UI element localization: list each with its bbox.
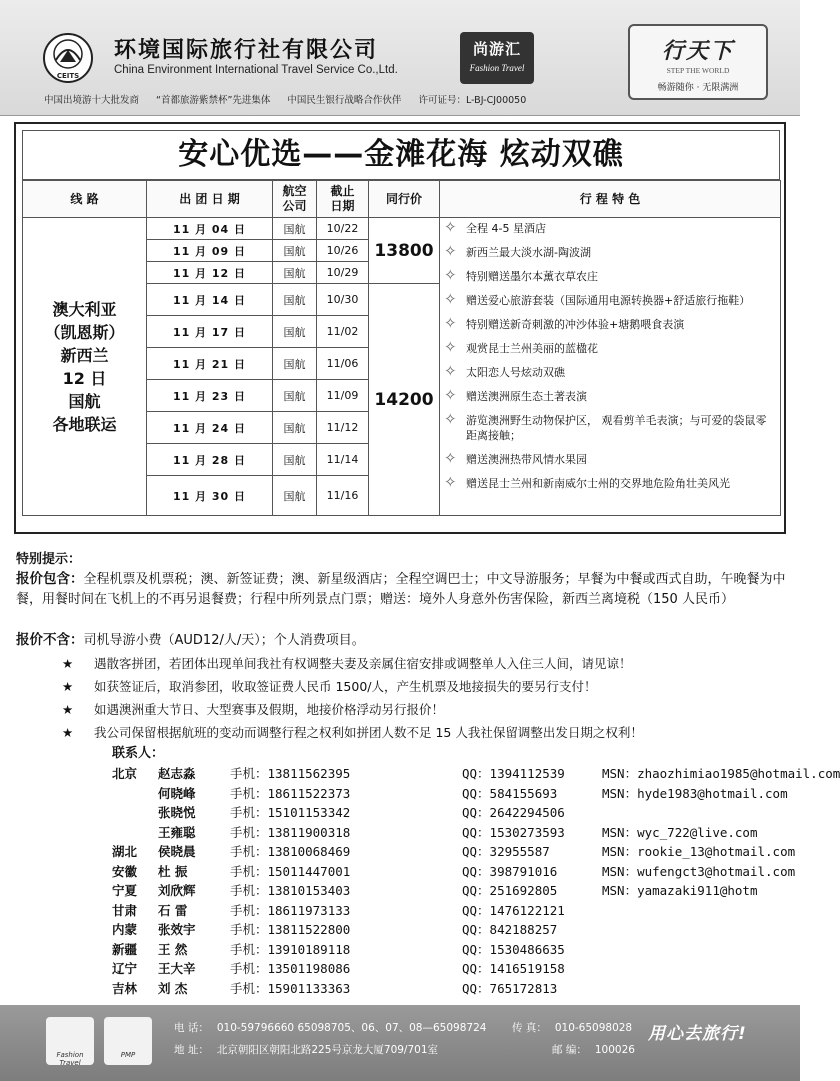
price-excluded <box>16 630 365 651</box>
deadline-cell: 10/29 <box>317 262 369 284</box>
tel-label: 电 话： <box>174 1022 209 1034</box>
footer-slogan: 用心去旅行! <box>648 1024 747 1044</box>
contact-msn: MSN：hyde1983@hotmail.com <box>602 785 788 801</box>
departure-date: 11 月 09 日 <box>147 240 273 262</box>
fax-label: 传 真： <box>512 1022 547 1034</box>
contacts-section <box>112 744 840 998</box>
fashion-travel-footer-logo <box>46 1017 94 1065</box>
contact-row <box>112 979 840 999</box>
contact-qq: QQ：584155693 <box>462 785 558 801</box>
contact-phone: 手机：18611973133 <box>230 902 351 918</box>
departure-date: 11 月 24 日 <box>147 412 273 444</box>
feature-item <box>444 386 776 404</box>
contact-row <box>112 842 840 862</box>
contact-row <box>112 784 840 804</box>
sparkle-star-icon: ✧ <box>444 362 457 380</box>
feature-text: 游览澳洲野生动物保护区， 观看剪羊毛表演；与可爱的袋鼠零距离接触； <box>466 414 767 442</box>
right-logo-slogan: 畅游随你 · 无限满洲 <box>657 83 739 93</box>
included-label: 报价包含： <box>16 571 84 587</box>
feature-text: 新西兰最大淡水湖-陶波湖 <box>466 246 591 259</box>
contacts-title: 联系人： <box>112 746 165 761</box>
deadline-cell: 11/14 <box>317 444 369 476</box>
feature-item <box>444 242 776 260</box>
star-bullet-icon: ★ <box>62 725 74 740</box>
contact-row <box>112 881 840 901</box>
departure-date: 11 月 14 日 <box>147 284 273 316</box>
sparkle-star-icon: ✧ <box>444 473 457 491</box>
contact-phone: 手机：15011447001 <box>230 863 351 879</box>
contact-region: 湖北 <box>112 844 138 859</box>
contact-phone: 手机：13811522800 <box>230 922 351 937</box>
footer-zipcode <box>552 1042 635 1057</box>
contact-name: 王 然 <box>158 941 188 957</box>
fashion-logo-en: Fashion Travel <box>469 63 525 73</box>
contact-phone: 手机：15901133363 <box>230 980 351 996</box>
feature-item <box>444 449 776 467</box>
contact-name: 杜 振 <box>158 863 188 879</box>
airline-cell: 国航 <box>273 240 317 262</box>
contact-msn: MSN：zhaozhimiao1985@hotmail.com <box>602 766 840 781</box>
feature-item <box>444 362 776 380</box>
star-bullet-icon: ★ <box>62 656 74 671</box>
deadline-cell: 10/30 <box>317 284 369 316</box>
fax-value: 010-65098028 <box>554 1022 633 1034</box>
contact-phone: 手机：15101153342 <box>230 805 351 820</box>
contact-region: 宁夏 <box>112 883 138 898</box>
table-row <box>23 218 781 240</box>
departure-date: 11 月 28 日 <box>147 444 273 476</box>
contact-qq: QQ：251692805 <box>462 883 558 898</box>
route-line: 12 日 <box>62 368 107 388</box>
table-header-row <box>23 181 781 218</box>
route-cell <box>23 218 147 516</box>
contact-qq: QQ：1476122121 <box>462 902 565 918</box>
header-route: 线 路 <box>23 181 147 218</box>
notes-list <box>62 652 782 744</box>
note-item <box>62 675 782 698</box>
contact-qq: QQ：1416519158 <box>462 961 565 976</box>
company-name-cn: 环境国际旅行社有限公司 <box>114 38 379 63</box>
feature-text: 太阳恋人号炫动双礁 <box>466 366 565 379</box>
feature-item <box>444 218 776 236</box>
contact-phone: 手机：18611522373 <box>230 785 351 801</box>
feature-item <box>444 410 776 443</box>
page-footer <box>0 1005 800 1081</box>
feature-text: 赠送澳洲原生态土著表演 <box>466 390 587 403</box>
contact-name: 张效宇 <box>158 922 196 937</box>
sparkle-star-icon: ✧ <box>444 218 457 236</box>
footer-logo1-text: Fashion Travel <box>56 1051 84 1067</box>
zip-value: 100026 <box>594 1044 635 1056</box>
airline-cell: 国航 <box>273 218 317 240</box>
header-deadline: 截止 日期 <box>317 181 369 218</box>
deadline-cell: 11/12 <box>317 412 369 444</box>
contact-qq: QQ：1530273593 <box>462 824 565 840</box>
contact-name: 刘欣辉 <box>158 883 196 898</box>
feature-item <box>444 266 776 284</box>
contact-name: 何晓峰 <box>158 785 196 801</box>
sparkle-star-icon: ✧ <box>444 266 457 284</box>
contact-row <box>112 823 840 843</box>
contact-qq: QQ：398791016 <box>462 863 558 879</box>
sparkle-star-icon: ✧ <box>444 314 457 332</box>
tour-schedule-table <box>22 180 781 516</box>
route-line: 各地联运 <box>52 414 117 434</box>
sparkle-star-icon: ✧ <box>444 449 457 467</box>
header-sub-item: 许可证号：L-BJ-CJ00050 <box>418 95 527 106</box>
route-line: 澳大利亚 <box>52 299 117 319</box>
contacts-list <box>112 764 840 998</box>
deadline-cell: 10/22 <box>317 218 369 240</box>
footer-telephone <box>174 1020 486 1035</box>
feature-item <box>444 338 776 356</box>
contact-name: 王大辛 <box>158 961 196 976</box>
departure-date: 11 月 23 日 <box>147 380 273 412</box>
price-cell: 14200 <box>369 284 440 516</box>
contact-qq: QQ：765172813 <box>462 980 558 996</box>
contact-row <box>112 803 840 823</box>
departure-date: 11 月 21 日 <box>147 348 273 380</box>
airline-cell: 国航 <box>273 444 317 476</box>
ceits-logo-icon <box>42 32 94 84</box>
contact-name: 王雍聪 <box>158 824 196 840</box>
addr-label: 地 址： <box>174 1044 209 1056</box>
departure-date: 11 月 12 日 <box>147 262 273 284</box>
header-features: 行 程 特 色 <box>440 181 781 218</box>
contact-region: 甘肃 <box>112 902 138 918</box>
contact-qq: QQ：1530486635 <box>462 941 565 957</box>
note-item <box>62 652 782 675</box>
fashion-travel-logo <box>460 32 534 84</box>
deadline-cell: 11/09 <box>317 380 369 412</box>
route-line: 新西兰 <box>60 345 109 365</box>
header-date: 出 团 日 期 <box>147 181 273 218</box>
feature-item <box>444 290 776 308</box>
contact-name: 赵志淼 <box>158 766 196 781</box>
contact-region: 内蒙 <box>112 922 138 937</box>
feature-text: 特别赠送新奇刺激的冲沙体验+塘鹅喂食表演 <box>466 318 685 331</box>
deadline-cell: 11/16 <box>317 476 369 516</box>
step-the-world-logo <box>628 24 768 100</box>
logo-text: CEITS <box>56 72 80 80</box>
airline-cell: 国航 <box>273 476 317 516</box>
contact-row <box>112 764 840 784</box>
header-subline <box>44 92 540 106</box>
footer-address <box>174 1042 438 1057</box>
sparkle-star-icon: ✧ <box>444 242 457 260</box>
contact-phone: 手机：13810153403 <box>230 883 351 898</box>
contact-region: 北京 <box>112 766 138 781</box>
contact-name: 张晓悦 <box>158 805 196 820</box>
note-text: 如遇澳洲重大节日、大型赛事及假期，地接价格浮动另行报价！ <box>94 702 445 717</box>
feature-text: 观赏昆士兰州美丽的蓝楹花 <box>466 342 598 355</box>
contact-row <box>112 901 840 921</box>
excluded-label: 报价不含： <box>16 632 84 648</box>
note-item <box>62 721 782 744</box>
contact-row <box>112 940 840 960</box>
right-logo-brand: 行天下 <box>661 39 734 64</box>
contact-region: 新疆 <box>112 941 138 957</box>
star-bullet-icon: ★ <box>62 702 74 717</box>
feature-item <box>444 314 776 332</box>
departure-date: 11 月 30 日 <box>147 476 273 516</box>
contact-msn: MSN：wyc_722@live.com <box>602 824 758 840</box>
airline-cell: 国航 <box>273 412 317 444</box>
header-sub-item: 中国出境游十大批发商 <box>44 95 140 106</box>
sparkle-star-icon: ✧ <box>444 338 457 356</box>
departure-date: 11 月 04 日 <box>147 218 273 240</box>
tel-value: 010-59796660 65098705、06、07、08—65098724 <box>216 1022 487 1034</box>
contact-msn: MSN：wufengct3@hotmail.com <box>602 863 796 879</box>
route-line: 国航 <box>68 391 101 411</box>
contact-phone: 手机：13501198086 <box>230 961 351 976</box>
header-price: 同行价 <box>369 181 440 218</box>
contact-row <box>112 959 840 979</box>
deadline-cell: 11/06 <box>317 348 369 380</box>
star-bullet-icon: ★ <box>62 679 74 694</box>
contact-qq: QQ：842188257 <box>462 922 558 937</box>
contact-region: 吉林 <box>112 980 138 996</box>
departure-date: 11 月 17 日 <box>147 316 273 348</box>
feature-text: 全程 4-5 星酒店 <box>466 222 546 235</box>
sparkle-star-icon: ✧ <box>444 386 457 404</box>
contact-phone: 手机：13811562395 <box>230 766 351 781</box>
note-item <box>62 698 782 721</box>
tour-frame <box>14 122 786 534</box>
contact-name: 石 雷 <box>158 902 188 918</box>
airline-cell: 国航 <box>273 262 317 284</box>
contact-phone: 手机：13910189118 <box>230 941 351 957</box>
note-text: 如获签证后，取消参团，收取签证费人民币 1500/人，产生机票及地接损失的要另行支付！ <box>94 679 597 694</box>
feature-text: 赠送昆士兰州和新南威尔士州的交界地危险角壮美风光 <box>466 477 730 490</box>
route-line: （凯恩斯） <box>44 322 125 342</box>
footer-fax <box>512 1020 632 1035</box>
airline-cell: 国航 <box>273 284 317 316</box>
contact-msn: MSN：yamazaki911@hotm <box>602 883 758 898</box>
note-text: 我公司保留根据航班的变动而调整行程之权利如拼团人数不足 15 人我社保留调整出发日期之权利！ <box>94 725 643 740</box>
contact-row <box>112 862 840 882</box>
contact-qq: QQ：1394112539 <box>462 766 565 781</box>
feature-item <box>444 473 776 491</box>
pmp-footer-logo <box>104 1017 152 1065</box>
deadline-cell: 10/26 <box>317 240 369 262</box>
right-logo-en: STEP THE WORLD <box>666 66 730 75</box>
price-included <box>16 569 788 610</box>
sparkle-star-icon: ✧ <box>444 290 457 308</box>
contact-qq: QQ：2642294506 <box>462 805 565 820</box>
airline-cell: 国航 <box>273 316 317 348</box>
contact-region: 辽宁 <box>112 961 138 976</box>
excluded-text: 司机导游小费（AUD12/人/天）；个人消费项目。 <box>83 633 365 648</box>
fashion-logo-cn: 尚游汇 <box>472 40 521 58</box>
contact-phone: 手机：13810068469 <box>230 844 351 859</box>
contact-msn: MSN：rookie_13@hotmail.com <box>602 844 796 859</box>
addr-value: 北京朝阳区朝阳北路225号京龙大厦709/701室 <box>216 1044 439 1056</box>
feature-text: 特别赠送墨尔本薰衣草农庄 <box>466 270 598 283</box>
feature-text: 赠送澳洲热带风情水果园 <box>466 453 587 466</box>
zip-label: 邮 编： <box>552 1044 587 1056</box>
page-title: 安心优选——金滩花海 炫动双礁 <box>22 130 780 180</box>
price-cell: 13800 <box>369 218 440 284</box>
header-airline: 航空 公司 <box>273 181 317 218</box>
feature-text: 赠送爱心旅游套装（国际通用电源转换器+舒适旅行拖鞋） <box>466 294 751 307</box>
airline-cell: 国航 <box>273 348 317 380</box>
page-header <box>0 0 800 116</box>
contact-qq: QQ：32955587 <box>462 844 550 859</box>
contact-name: 侯晓晨 <box>158 844 196 859</box>
contact-phone: 手机：13811900318 <box>230 824 351 840</box>
footer-logo2-text: PMP <box>120 1051 136 1059</box>
header-sub-item: 中国民生银行战略合作伙伴 <box>287 95 402 106</box>
contact-region: 安徽 <box>112 863 138 879</box>
header-sub-item: “首都旅游紫禁杯”先进集体 <box>156 95 271 106</box>
airline-cell: 国航 <box>273 380 317 412</box>
sparkle-star-icon: ✧ <box>444 410 457 428</box>
special-notice-label: 特别提示： <box>16 552 82 567</box>
deadline-cell: 11/02 <box>317 316 369 348</box>
company-name-en: China Environment International Travel Service Co.,Ltd. <box>114 64 398 76</box>
included-text: 全程机票及机票税；澳、新签证费；澳、新星级酒店；全程空调巴士；中文导游服务；早餐为中餐或西式自助，午晚餐为中餐，用餐时间在飞机上的不再另退餐费；行程中所列景点门票；赠送：境外人身意外伤害保险，新西兰离境税（150 人民币） <box>16 572 786 607</box>
contact-row <box>112 920 840 940</box>
features-cell <box>440 218 781 516</box>
note-text: 遇散客拼团，若团体出现单间我社有权调整夫妻及亲属住宿安排或调整单人入住三人间，请见谅！ <box>94 656 632 671</box>
contact-name: 刘 杰 <box>158 980 188 996</box>
